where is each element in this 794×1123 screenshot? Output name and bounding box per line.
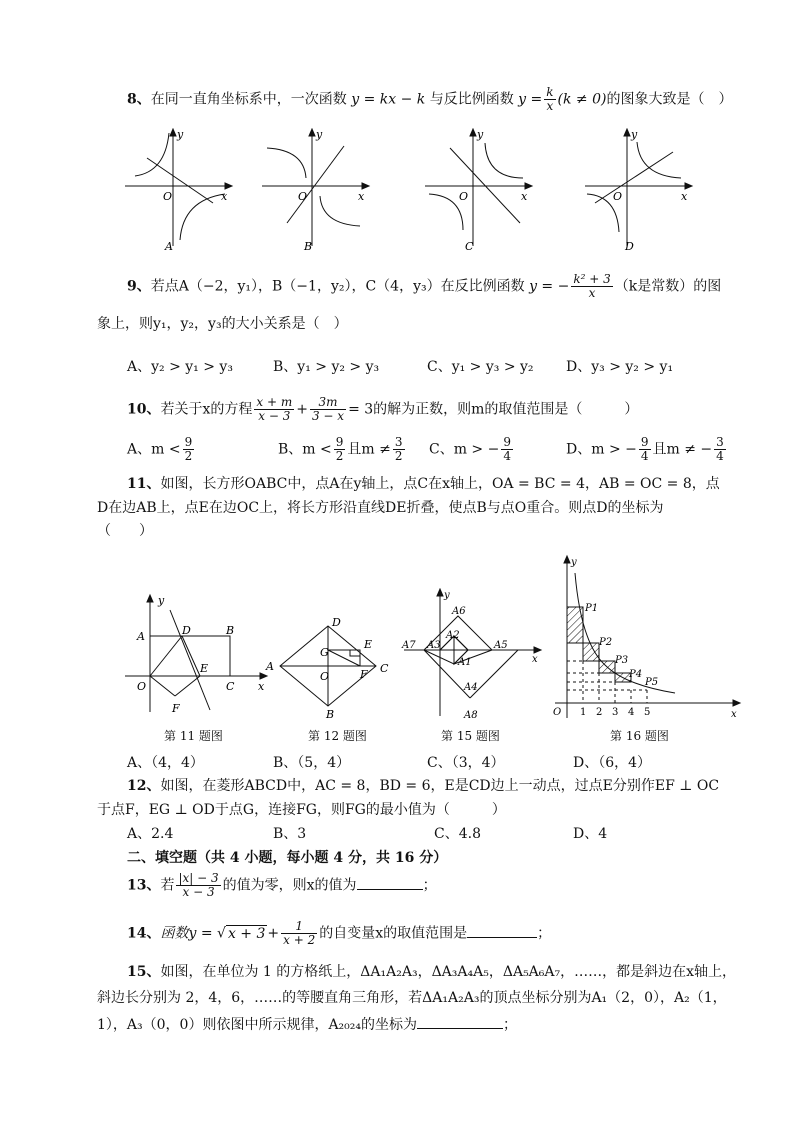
svg-text:O: O bbox=[613, 190, 623, 203]
svg-text:x: x bbox=[221, 190, 228, 203]
svg-text:O: O bbox=[459, 190, 469, 203]
svg-text:O: O bbox=[298, 190, 308, 203]
q15-number: 15 bbox=[127, 964, 147, 980]
svg-text:1: 1 bbox=[580, 707, 587, 718]
q13-number: 13 bbox=[127, 877, 147, 894]
q8-label-a: A bbox=[165, 240, 173, 253]
q10-option-d: D、m > − $\frac{9}{4}$ 且m ≠ − $\frac{3}{4}$ bbox=[566, 435, 724, 463]
q12-line1: 12、如图，在菱形ABCD中，AC = 8，BD = 6，E是CD边上一动点，过点E分别作EF ⊥ OC bbox=[127, 778, 720, 794]
svg-text:y: y bbox=[477, 128, 484, 141]
svg-text:O: O bbox=[553, 707, 562, 718]
q12-line2: 于点F，EG ⊥ OD于点G，连接FG，则FG的最小值为（ ） bbox=[97, 802, 506, 818]
q11-line2: D在边AB上，点E在边OC上，将长方形沿直线DE折叠，使点B与点O重合。则点D的坐标为 bbox=[97, 500, 664, 516]
svg-text:x: x bbox=[258, 680, 265, 693]
q9-text-b: （k是常数）的图 bbox=[614, 278, 722, 295]
q15-line3: 1），A₃（0，0）则依图中所示规律，A₂₀₂₄的坐标为 ； bbox=[97, 1014, 517, 1035]
svg-text:y: y bbox=[571, 557, 577, 568]
svg-text:x: x bbox=[532, 654, 538, 665]
svg-text:P2: P2 bbox=[599, 637, 613, 648]
figure-16-caption: 第 16 题图 bbox=[610, 729, 669, 743]
q10-frac2: $\frac{3m}{3 - x}$ bbox=[311, 395, 345, 423]
svg-text:O: O bbox=[320, 670, 330, 683]
svg-text:x: x bbox=[358, 190, 365, 203]
q11-option-a: A、（4，4） bbox=[127, 755, 204, 771]
q9-line2: 象上，则y₁，y₂，y₃的大小关系是（ ） bbox=[97, 316, 348, 332]
svg-text:y: y bbox=[177, 128, 184, 141]
q9-number: 9 bbox=[127, 278, 137, 295]
svg-text:4: 4 bbox=[628, 707, 635, 718]
q9-option-a: A、y₂ > y₁ > y₃ bbox=[127, 359, 233, 375]
figure-12 bbox=[260, 612, 400, 722]
q8-text-a: 在同一直角坐标系中，一次函数 bbox=[150, 91, 347, 108]
q9-stem: 9、若点A（−2，y₁），B（−1，y₂），C（4，y₃）在反比例函数 y = − $\frac{\text{k² + 3}}{x}$ （k是常数）的图 bbox=[127, 272, 722, 300]
q12-option-b: B、3 bbox=[273, 826, 307, 842]
svg-text:5: 5 bbox=[644, 707, 651, 718]
svg-text:P1: P1 bbox=[585, 603, 599, 614]
q8-graph-d bbox=[585, 128, 695, 253]
q11-number: 11 bbox=[127, 476, 147, 492]
svg-text:x: x bbox=[731, 709, 737, 720]
q10-number: 10 bbox=[127, 401, 147, 418]
q8-graph-b bbox=[262, 128, 372, 253]
q10-option-a: A、m < $\frac{9}{2}$ bbox=[127, 435, 193, 463]
svg-text:D: D bbox=[332, 616, 341, 629]
q8-text-c: 的图象大致是（ ） bbox=[606, 91, 733, 108]
svg-text:A7: A7 bbox=[402, 640, 416, 651]
q10-text-b: = 3的解为正数，则m的取值范围是（ ） bbox=[348, 401, 639, 418]
q8-number: 8 bbox=[127, 91, 137, 108]
q8-expr1: y = kx − k bbox=[351, 91, 426, 108]
figure-16 bbox=[545, 553, 745, 725]
figure-15-caption: 第 15 题图 bbox=[441, 729, 500, 743]
q12-option-a: A、2.4 bbox=[127, 826, 174, 842]
q8-graph-a bbox=[125, 128, 235, 253]
q14-stem: 14、函数y = √ x + 3 + $\frac{1}{x + 2}$ 的自变量x的取值范围是 ； bbox=[127, 919, 552, 947]
svg-text:y: y bbox=[158, 594, 165, 607]
figure-12-caption: 第 12 题图 bbox=[308, 729, 367, 743]
q13-answer-blank[interactable] bbox=[357, 875, 423, 890]
q13-stem: 13、若 $\frac{|x| - 3}{x - 3}$ 的值为零，则x的值为 ； bbox=[127, 871, 437, 899]
q13-frac: $\frac{|x| - 3}{x - 3}$ bbox=[178, 871, 219, 899]
svg-text:E: E bbox=[200, 662, 209, 675]
q8-graph-c bbox=[425, 128, 535, 253]
q12-option-c: C、4.8 bbox=[434, 826, 481, 842]
svg-text:x: x bbox=[681, 190, 688, 203]
figure-11-caption: 第 11 题图 bbox=[164, 729, 223, 743]
q9-text-a: 若点A（−2，y₁），B（−1，y₂），C（4，y₃）在反比例函数 bbox=[150, 278, 525, 295]
svg-text:B: B bbox=[326, 708, 335, 721]
q10-stem: 10、若关于x的方程 $\frac{x + m}{x - 3}$ + $\frac{3m}{3 - x}$ = 3的解为正数，则m的取值范围是（ ） bbox=[127, 395, 639, 423]
q10-option-c: C、m > − $\frac{9}{4}$ bbox=[429, 435, 511, 463]
svg-text:y: y bbox=[631, 128, 638, 141]
q11-line3: （ ） bbox=[97, 523, 153, 539]
q15-line1: 15、如图，在单位为 1 的方格纸上，ΔA₁A₂A₃，ΔA₃A₄A₅，ΔA₅A₆A₇，……，都是斜边在x轴上， bbox=[127, 964, 737, 980]
svg-text:A2: A2 bbox=[446, 630, 460, 641]
svg-text:A: A bbox=[266, 660, 274, 673]
svg-text:O: O bbox=[137, 680, 147, 693]
svg-text:A6: A6 bbox=[452, 606, 466, 617]
q8-stem: 8、在同一直角坐标系中，一次函数 y = kx − k 与反比例函数 y = $\frac{k}{x}$ (k ≠ 0)的图象大致是（ ） bbox=[127, 85, 733, 113]
svg-text:D: D bbox=[182, 624, 191, 637]
q14-answer-blank[interactable] bbox=[467, 923, 537, 938]
svg-text:P4: P4 bbox=[629, 669, 643, 680]
svg-text:O: O bbox=[163, 190, 173, 203]
figure-11 bbox=[120, 592, 270, 722]
q9-expr-lhs: y = − bbox=[529, 278, 570, 295]
svg-text:E: E bbox=[364, 638, 373, 651]
svg-text:C: C bbox=[226, 680, 235, 693]
q10-option-b: B、m < $\frac{9}{2}$ 且m ≠ $\frac{3}{2}$ bbox=[278, 435, 403, 463]
section-2-title: 二、填空题（共 4 小题，每小题 4 分，共 16 分） bbox=[127, 850, 448, 866]
q8-label-c: C bbox=[465, 240, 474, 253]
figure-15 bbox=[394, 588, 544, 720]
svg-text:2: 2 bbox=[596, 707, 603, 718]
q9-option-b: B、y₁ > y₂ > y₃ bbox=[273, 359, 380, 375]
q9-option-c: C、y₁ > y₃ > y₂ bbox=[427, 359, 534, 375]
svg-text:A8: A8 bbox=[464, 710, 478, 720]
svg-text:y: y bbox=[444, 590, 450, 601]
q11-option-b: B、（5，4） bbox=[273, 755, 351, 771]
svg-text:B: B bbox=[226, 624, 235, 637]
svg-text:C: C bbox=[380, 662, 389, 675]
svg-text:P3: P3 bbox=[615, 655, 629, 666]
q9-option-d: D、y₃ > y₂ > y₁ bbox=[566, 359, 674, 375]
svg-text:A4: A4 bbox=[464, 682, 478, 693]
q15-answer-blank[interactable] bbox=[417, 1014, 503, 1029]
q8-expr2-lhs: y = bbox=[518, 91, 543, 108]
q14-number: 14 bbox=[127, 925, 147, 942]
q8-text-b: 与反比例函数 bbox=[429, 91, 514, 108]
q15-line2: 斜边长分别为 2，4，6，……的等腰直角三角形，若ΔA₁A₂A₃的顶点坐标分别为A₁（2，0），A₂（1， bbox=[97, 990, 727, 1006]
svg-text:P5: P5 bbox=[645, 677, 659, 688]
q8-label-b: B bbox=[304, 240, 313, 253]
svg-text:G: G bbox=[320, 646, 329, 659]
svg-text:F: F bbox=[360, 668, 368, 681]
q12-option-d: D、4 bbox=[573, 826, 608, 842]
svg-text:x: x bbox=[521, 190, 528, 203]
q10-frac1: $\frac{x + m}{x - 3}$ bbox=[256, 395, 293, 423]
svg-text:A5: A5 bbox=[494, 640, 508, 651]
svg-text:A3: A3 bbox=[427, 640, 441, 651]
q11-option-d: D、（6，4） bbox=[573, 755, 652, 771]
q9-expr-frac: $\frac{\text{k² + 3}}{x}$ bbox=[573, 272, 611, 300]
svg-text:A1: A1 bbox=[458, 657, 472, 668]
q11-line1: 11、如图，长方形OABC中，点A在y轴上，点C在x轴上，OA = BC = 4，AB = OC = 8，点 bbox=[127, 476, 720, 492]
q10-text-a: 若关于x的方程 bbox=[160, 401, 253, 418]
q11-option-c: C、（3，4） bbox=[427, 755, 505, 771]
q8-label-d: D bbox=[625, 240, 634, 253]
q8-expr2-cond: (k ≠ 0) bbox=[557, 91, 607, 108]
svg-text:y: y bbox=[316, 128, 323, 141]
q14-sqrt: x + 3 bbox=[227, 925, 266, 942]
q8-expr2-frac: $\frac{k}{x}$ bbox=[546, 85, 554, 113]
q14-frac: $\frac{1}{x + 2}$ bbox=[283, 919, 316, 947]
svg-text:A: A bbox=[137, 630, 145, 643]
q12-number: 12 bbox=[127, 778, 147, 794]
svg-text:3: 3 bbox=[612, 707, 619, 718]
svg-text:F: F bbox=[172, 702, 180, 715]
